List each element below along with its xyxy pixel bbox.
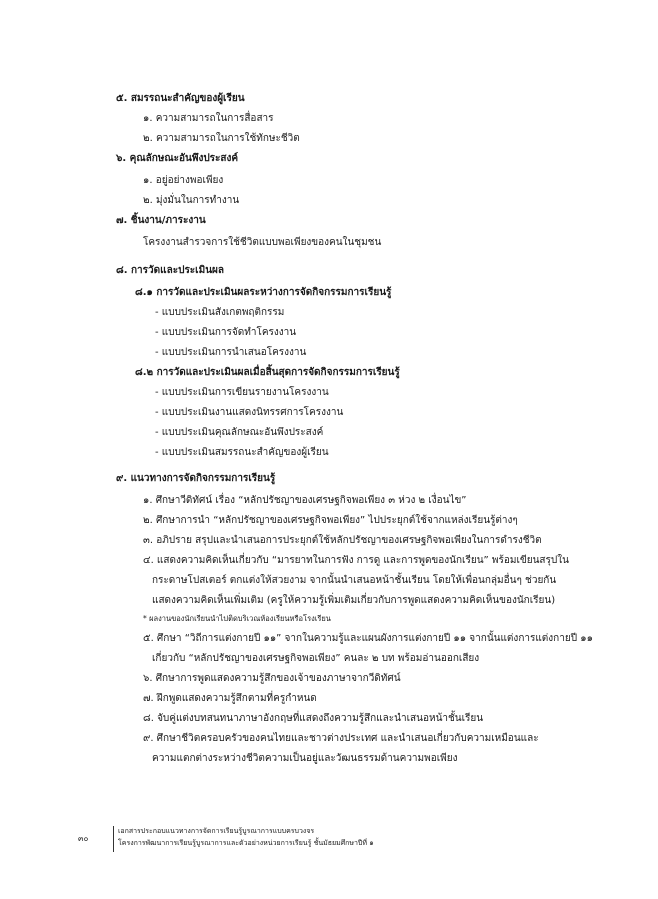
list-item: ๒. ความสามารถในการใช้ทักษะชีวิต <box>143 133 300 144</box>
list-item: ๓. อภิปราย สรุปและนำเสนอการประยุกต์ใช้หลักปรัชญาของเศรษฐกิจพอเพียงในการดำรงชีวิต <box>143 535 542 546</box>
list-item-continuation: เกี่ยวกับ “หลักปรัชญาของเศรษฐกิจพอเพียง” คนละ ๒ บท พร้อมอ่านออกเสียง <box>152 653 480 664</box>
page-number: ๓๐ <box>78 834 89 843</box>
list-item: ๖. ศึกษาการพูดแสดงความรู้สึกของเจ้าของภาษาจากวีดิทัศน์ <box>143 673 401 684</box>
heading-9-activities: ๙. แนวทางการจัดกิจกรรมการเรียนรู้ <box>116 473 276 484</box>
list-item: ๒. ศึกษาการนำ “หลักปรัชญาของเศรษฐกิจพอเพียง” ไปประยุกต์ใช้จากแหล่งเรียนรู้ต่างๆ <box>143 515 518 526</box>
list-item: ๙. ศึกษาชีวิตครอบครัวของคนไทยและชาวต่างประเทศ และนำเสนอเกี่ยวกับความเหมือนและ <box>143 733 539 744</box>
footer-subtitle: โครงการพัฒนาการเรียนรู้บูรณาการและตัวอย่างหน่วยการเรียนรู้ ชั้นมัธยมศึกษาปีที่ ๑ <box>118 839 374 847</box>
list-item: - แบบประเมินคุณลักษณะอันพึงประสงค์ <box>155 427 324 438</box>
list-item: - แบบประเมินการนำเสนอโครงงาน <box>155 347 307 358</box>
subheading-8-2: ๘.๒ การวัดและประเมินผลเมื่อสิ้นสุดการจัดกิจกรรมการเรียนรู้ <box>135 367 400 378</box>
heading-6-attributes: ๖. คุณลักษณะอันพึงประสงค์ <box>116 153 239 164</box>
list-item: - แบบประเมินการจัดทำโครงงาน <box>155 327 297 338</box>
list-item: ๑. อยู่อย่างพอเพียง <box>143 175 224 186</box>
list-item: - แบบประเมินสังเกตพฤติกรรม <box>155 307 285 318</box>
footer-divider <box>113 826 114 852</box>
list-item: ๘. จับคู่แต่งบทสนทนาภาษาอังกฤษที่แสดงถึงความรู้สึกและนำเสนอหน้าชั้นเรียน <box>143 713 484 724</box>
subheading-8-1: ๘.๑ การวัดและประเมินผลระหว่างการจัดกิจกรรมการเรียนรู้ <box>135 287 392 298</box>
list-item: - แบบประเมินสมรรถนะสำคัญของผู้เรียน <box>155 447 329 458</box>
list-item: - แบบประเมินงานแสดงนิทรรศการโครงงาน <box>155 407 344 418</box>
heading-7-workpiece: ๗. ชิ้นงาน/ภาระงาน <box>116 215 206 226</box>
list-item: ๔. แสดงความคิดเห็นเกี่ยวกับ “มารยาทในการฟัง การดู และการพูดของนักเรียน” พร้อมเขียนสรุปใน <box>143 555 569 566</box>
list-item: โครงงานสำรวจการใช้ชีวิตแบบพอเพียงของคนในชุมชน <box>143 237 382 248</box>
list-item-continuation: แสดงความคิดเห็นเพิ่มเติม (ครูให้ความรู้เพิ่มเติมเกี่ยวกับการพูดแสดงความคิดเห็นของนักเรียน) <box>152 595 556 606</box>
list-item-continuation: กระดาษโปสเตอร์ ตกแต่งให้สวยงาม จากนั้นนำเสนอหน้าชั้นเรียน โดยให้เพื่อนกลุ่มอื่นๆ ช่วยกัน <box>152 575 557 586</box>
list-item: ๕. ศึกษา “วิถีการแต่งกายปี ๑๑” จากในความรู้และแผนผังการแต่งกายปี ๑๑ จากนั้นแต่งการแต่งกายปี ๑๑ <box>143 633 593 644</box>
list-item: - แบบประเมินการเขียนรายงานโครงงาน <box>155 387 329 398</box>
footnote: * ผลงานของนักเรียนนำไปติดบริเวณห้องเรียนหรือโรงเรียน <box>143 614 331 623</box>
footer-title: เอกสารประกอบแนวทางการจัดการเรียนรู้บูรณาการแบบครบวงจร <box>118 827 315 835</box>
page-footer <box>60 826 580 852</box>
heading-5-competencies: ๕. สมรรถนะสำคัญของผู้เรียน <box>116 93 245 104</box>
list-item-continuation: ความแตกต่างระหว่างชีวิตความเป็นอยู่และวัฒนธรรมด้านความพอเพียง <box>152 753 458 764</box>
list-item: ๗. ฝึกพูดแสดงความรู้สึกตามที่ครูกำหนด <box>143 693 317 704</box>
list-item: ๒. มุ่งมั่นในการทำงาน <box>143 195 240 206</box>
heading-8-assessment: ๘. การวัดและประเมินผล <box>116 265 225 276</box>
list-item: ๑. ศึกษาวีดิทัศน์ เรื่อง “หลักปรัชญาของเศรษฐกิจพอเพียง ๓ ห่วง ๒ เงื่อนไข” <box>143 495 467 506</box>
list-item: ๑. ความสามารถในการสื่อสาร <box>143 113 274 124</box>
